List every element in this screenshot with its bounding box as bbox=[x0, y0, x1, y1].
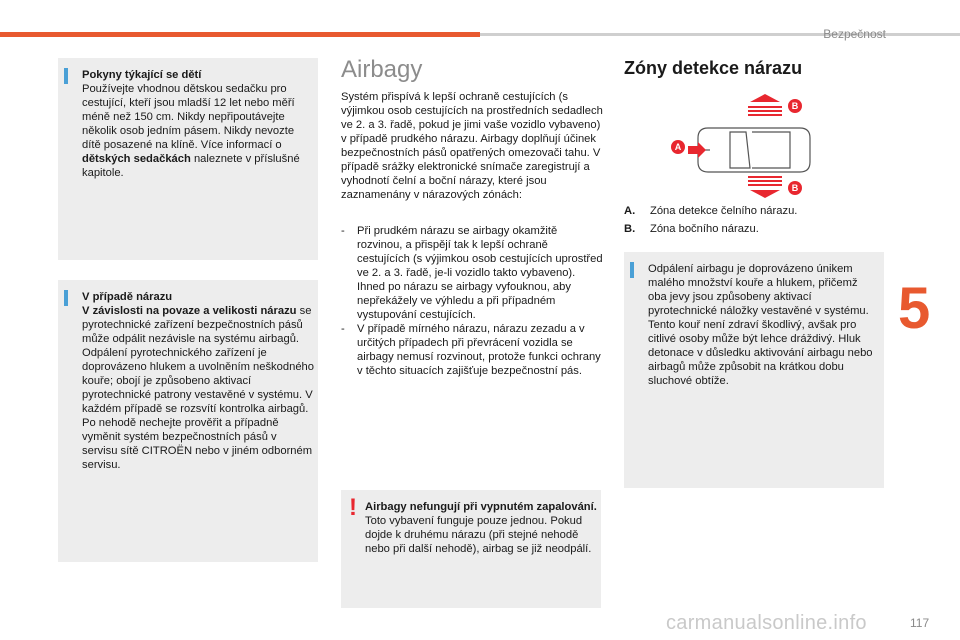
warning-note-box bbox=[341, 490, 601, 608]
side-impact-arrows-top bbox=[748, 94, 782, 116]
chapter-number: 5 bbox=[898, 276, 931, 341]
airbags-list bbox=[341, 224, 603, 378]
page-number: 117 bbox=[910, 616, 930, 630]
children-note-text-end: naleznete v příslušné kapitole. bbox=[82, 153, 300, 179]
impact-zones-heading: Zóny detekce nárazu bbox=[624, 58, 803, 78]
svg-text:B: B bbox=[791, 101, 799, 111]
info-icon bbox=[64, 68, 68, 84]
airbags-heading: Airbagy bbox=[341, 56, 423, 83]
children-note-text: Používejte vhodnou dětskou sedačku pro cestující, kteří jsou mladší 12 let nebo měří méně než 150 cm. Nikdy nepřipoutávejte několik osob jedním pásem. Nikdy nevozte dítě posazené na klíně. Více informací o bbox=[82, 83, 295, 151]
watermark: carmanualsonline.info bbox=[666, 612, 867, 634]
info-icon bbox=[64, 290, 68, 306]
impact-zones-diagram bbox=[674, 92, 820, 200]
zone-label-a bbox=[671, 140, 685, 154]
accident-note-text: se pyrotechnické zařízení bezpečnostních pásů může odpálit nezávisle na systému airbagů. Odpálení pyrotechnického zařízení je doprovázeno hlukem a uvolněním neškodného kouře; obojí je způsobeno aktivací pyrotechnické patrony vestavěné v systému. V každém případě se rozsvítí kontrolka airbagů. Po nehodě nechejte prověřit a případně vyměnit systém bezpečnostních pásů v servisu sítě CITROËN nebo v jiném odborném servisu. bbox=[82, 305, 314, 471]
warning-note-title: Airbagy nefungují při vypnutém zapalování. bbox=[365, 501, 597, 513]
list-item: - V případě mírného nárazu, nárazu zezadu a v určitých případech při převrácení vozidla se airbagy nemusí rozvinout, protože funkci ochrany v těchto situacích zajišťuje bezpečnostní pás. bbox=[341, 323, 601, 377]
smoke-note-box bbox=[624, 252, 884, 488]
zone-legend-a: A. Zóna detekce čelního nárazu. bbox=[624, 205, 798, 217]
svg-text:A: A bbox=[674, 142, 682, 152]
accident-note-box bbox=[58, 280, 318, 562]
info-icon bbox=[630, 262, 634, 278]
airbags-intro: Systém přispívá k lepší ochraně cestujících (s výjimkou osob cestujících na prostředních sedadlech ve 2. a 3. řadě, pokud je jimi vaše vozidlo vybaveno) v případě prudkého nárazu. Airbagy doplňují účinek bezpečnostních pásů opatřených omezovači tahu. V případě srážky elektronické snímače zaregistrují a vyhodnotí čelní a boční nárazy, které jsou zaznamenány v nárazových zónách: bbox=[341, 91, 603, 201]
children-note-box bbox=[58, 58, 318, 260]
warning-icon: ! bbox=[349, 494, 357, 521]
header-accent-bar bbox=[0, 32, 480, 37]
children-note-title: Pokyny týkající se dětí bbox=[82, 69, 202, 81]
header-rule bbox=[480, 33, 960, 36]
accident-note-title: V případě nárazu bbox=[82, 291, 173, 303]
side-impact-arrows-bottom bbox=[748, 176, 782, 198]
zone-label-b-top bbox=[788, 99, 802, 113]
accident-note-subtitle: V závislosti na povaze a velikosti nárazu bbox=[82, 305, 297, 317]
child-seats-reference: dětských sedačkách bbox=[82, 153, 191, 165]
zone-label-b-bottom bbox=[788, 181, 802, 195]
list-item: - Při prudkém nárazu se airbagy okamžitě rozvinou, a přispějí tak k lepší ochraně cestujících (s výjimkou osob cestujících uprostřed ve 2. a 3. řadě, je-li vozidlo takto vybaveno). Ihned po nárazu se airbagy vyfouknou, aby nepřekážely ve výhledu a při případném vystupování cestujících. bbox=[341, 225, 603, 321]
front-impact-arrow bbox=[688, 142, 706, 158]
car-outline bbox=[698, 128, 810, 172]
section-title: Bezpečnost bbox=[823, 27, 886, 41]
zone-legend-b: B. Zóna bočního nárazu. bbox=[624, 223, 759, 235]
warning-note-text: Toto vybavení funguje pouze jednou. Pokud dojde k druhému nárazu (při stejné nehodě nebo při další nehodě), airbag se již neodpálí. bbox=[365, 515, 592, 555]
smoke-note-text: Odpálení airbagu je doprovázeno únikem malého množství kouře a hlukem, přičemž oba jevy jsou způsobeny aktivací pyrotechnické náložky vestavěné v systému. Tento kouř není zdraví škodlivý, avšak pro citlivé osoby může být lehce dráždivý. Hluk detonace v důsledku aktivování airbagu nebo airbagů může způsobit na krátkou dobu sluchové obtíže. bbox=[648, 263, 873, 387]
svg-text:B: B bbox=[791, 183, 799, 193]
